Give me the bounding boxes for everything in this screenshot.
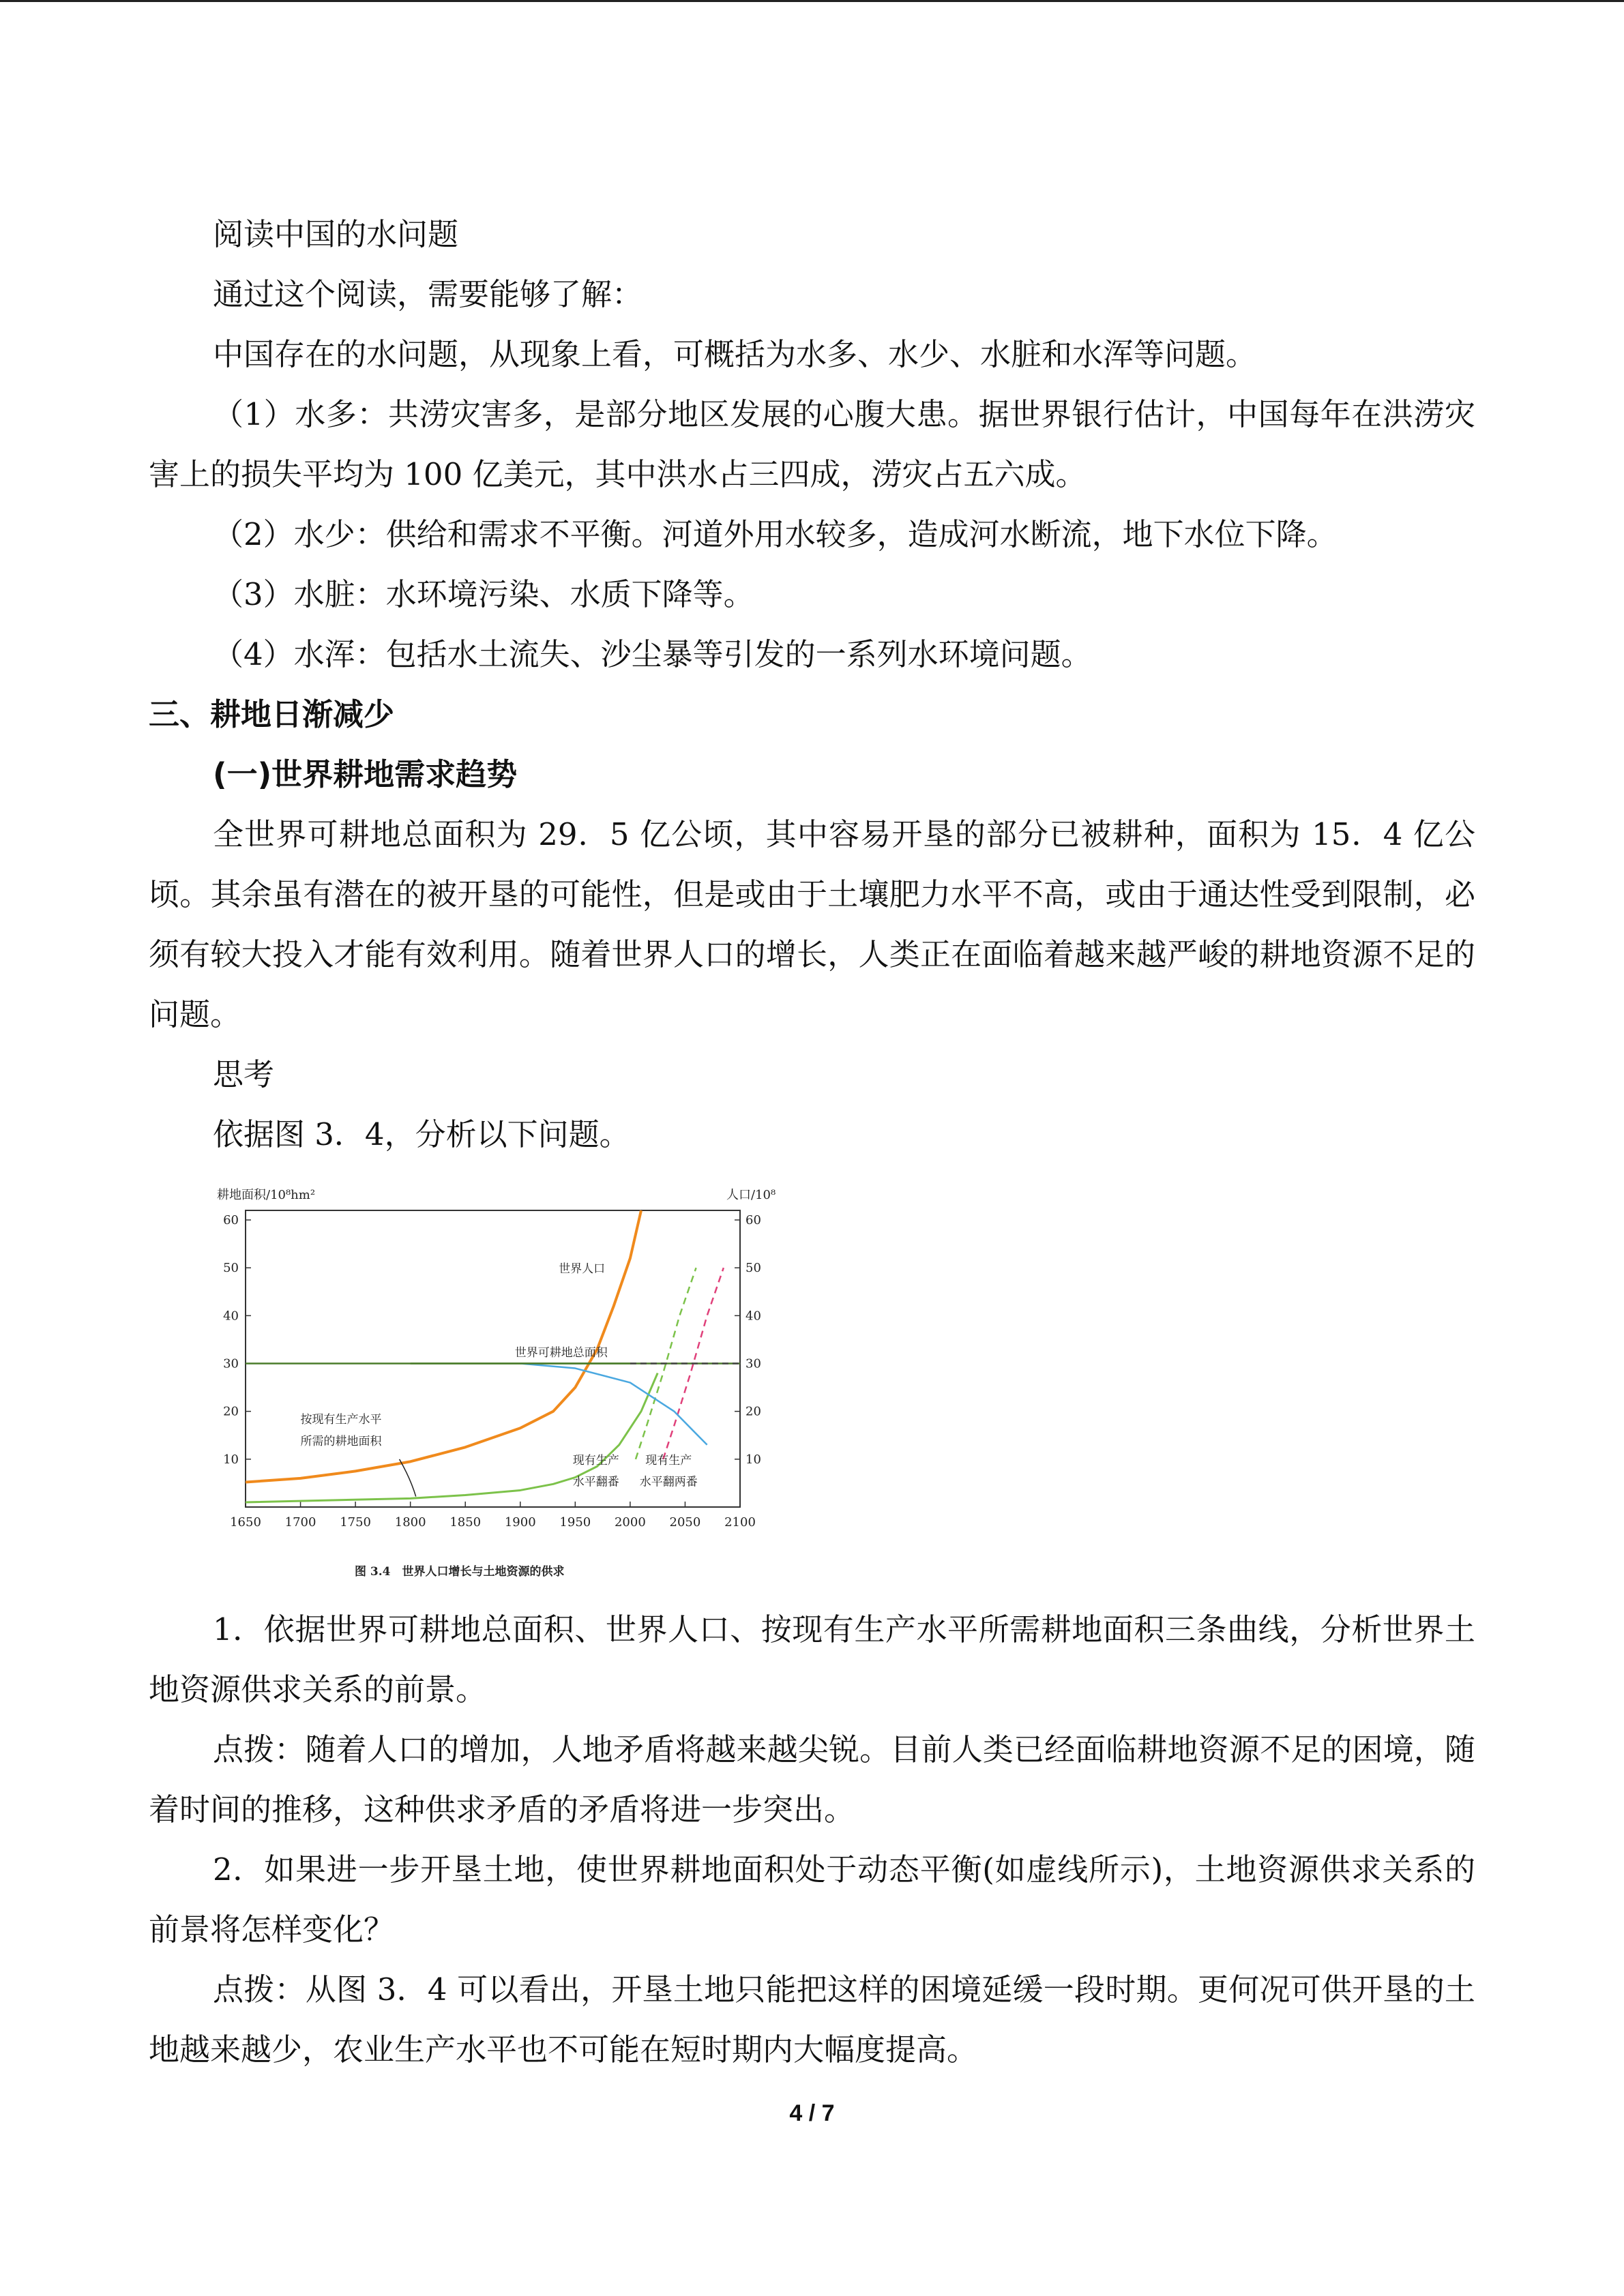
water-item-2: （2）水少：供给和需求不平衡。河道外用水较多，造成河水断流，地下水位下降。 bbox=[213, 516, 1338, 552]
chart-annotation: 按现有生产水平 bbox=[300, 1413, 382, 1427]
y-tick-label-left: 20 bbox=[223, 1404, 239, 1419]
chart-annotation: 现有生产 bbox=[572, 1453, 619, 1467]
y-tick-label-right: 10 bbox=[745, 1452, 761, 1467]
figure-caption: 图 3.4 世界人口增长与土地资源的供求 bbox=[355, 1565, 565, 1579]
water-item-1: （1）水多：共涝灾害多，是部分地区发展的心腹大患。据世界银行估计，中国每年在洪涝灾害上的损失平均为 100 亿美元，其中洪水占三四成，涝灾占五六成。 bbox=[149, 396, 1475, 492]
y-tick-label-left: 40 bbox=[223, 1309, 239, 1324]
water-item-4: （4）水浑：包括水土流失、沙尘暴等引发的一系列水环境问题。 bbox=[213, 636, 1092, 672]
page-number: 4 / 7 bbox=[789, 2100, 835, 2126]
x-tick-label: 1900 bbox=[504, 1515, 536, 1530]
x-tick-label: 2100 bbox=[724, 1515, 756, 1530]
answer-2: 点拨：从图 3．4 可以看出，开垦土地只能把这样的困境延缓一段时期。更何况可供开垦的土地越来越少，农业生产水平也不可能在短时期内大幅度提高。 bbox=[149, 1971, 1475, 2068]
answer-1: 点拨：随着人口的增加，人地矛盾将越来越尖锐。目前人类已经面临耕地资源不足的困境，随着时间的推移，这种供求矛盾的矛盾将进一步突出。 bbox=[149, 1731, 1475, 1828]
x-tick-label: 1750 bbox=[340, 1515, 372, 1530]
x-tick-label: 1950 bbox=[559, 1515, 591, 1530]
figure-prompt: 依据图 3．4，分析以下问题。 bbox=[213, 1116, 630, 1152]
chart-annotation: 世界人口 bbox=[559, 1262, 606, 1277]
x-tick-label: 1650 bbox=[230, 1515, 261, 1530]
chart-svg bbox=[205, 1180, 818, 1589]
y-tick-label-left: 30 bbox=[223, 1356, 239, 1371]
x-tick-label: 1850 bbox=[449, 1515, 482, 1530]
x-tick-label: 1800 bbox=[394, 1515, 426, 1530]
chart-annotation: 水平翻两番 bbox=[639, 1475, 698, 1489]
y-axis-left-label: 耕地面积/10⁸hm² bbox=[217, 1188, 316, 1202]
series-arable-decline bbox=[520, 1364, 707, 1445]
y-tick-label-left: 60 bbox=[223, 1213, 239, 1228]
question-2: 2．如果进一步开垦土地，使世界耕地面积处于动态平衡(如虚线所示)，土地资源供求关系的前景将怎样变化？ bbox=[149, 1851, 1475, 1948]
x-tick-label: 2000 bbox=[614, 1515, 646, 1530]
y-tick-label-right: 40 bbox=[745, 1309, 761, 1324]
water-title: 阅读中国的水问题 bbox=[213, 216, 459, 252]
chart-annotation: 所需的耕地面积 bbox=[300, 1434, 382, 1448]
section-body: 全世界可耕地总面积为 29．5 亿公顷，其中容易开垦的部分已被耕种，面积为 15．4 亿公顷。其余虽有潜在的被开垦的可能性，但是或由于土壤肥力水平不高，或由于通达性受到限制，必须有较大投入才能有效利用。随着世界人口的增长，人类正在面临着越来越严峻的耕地资源不足的问题。 bbox=[149, 816, 1475, 1032]
top-border bbox=[0, 0, 1624, 2]
y-tick-label-left: 10 bbox=[223, 1452, 239, 1467]
x-tick-label: 1700 bbox=[284, 1515, 316, 1530]
water-intro: 通过这个阅读，需要能够了解： bbox=[213, 276, 643, 312]
chart-annotation: 世界可耕地总面积 bbox=[514, 1345, 608, 1360]
x-tick-label: 2050 bbox=[669, 1515, 701, 1530]
y-tick-label-right: 20 bbox=[745, 1404, 761, 1419]
section-heading: 三、耕地日渐减少 bbox=[149, 696, 395, 732]
question-1: 1．依据世界可耕地总面积、世界人口、按现有生产水平所需耕地面积三条曲线，分析世界土地资源供求关系的前景。 bbox=[149, 1611, 1475, 1708]
figure-3-4 bbox=[205, 1180, 818, 1589]
chart-annotation: 水平翻番 bbox=[572, 1475, 619, 1489]
water-item-3: （3）水脏：水环境污染、水质下降等。 bbox=[213, 576, 754, 612]
water-summary: 中国存在的水问题，从现象上看，可概括为水多、水少、水脏和水浑等问题。 bbox=[213, 336, 1257, 372]
section-subheading: (一)世界耕地需求趋势 bbox=[213, 756, 518, 792]
y-axis-right-label: 人口/10⁸ bbox=[726, 1188, 776, 1202]
y-tick-label-right: 60 bbox=[745, 1213, 761, 1228]
annotation-leader bbox=[400, 1459, 416, 1497]
chart-plot-area bbox=[223, 1210, 761, 1530]
y-tick-label-right: 30 bbox=[745, 1356, 761, 1371]
think-label: 思考 bbox=[213, 1056, 275, 1092]
y-tick-label-right: 50 bbox=[745, 1261, 761, 1276]
chart-annotation: 现有生产 bbox=[645, 1453, 692, 1467]
y-tick-label-left: 50 bbox=[223, 1261, 239, 1276]
